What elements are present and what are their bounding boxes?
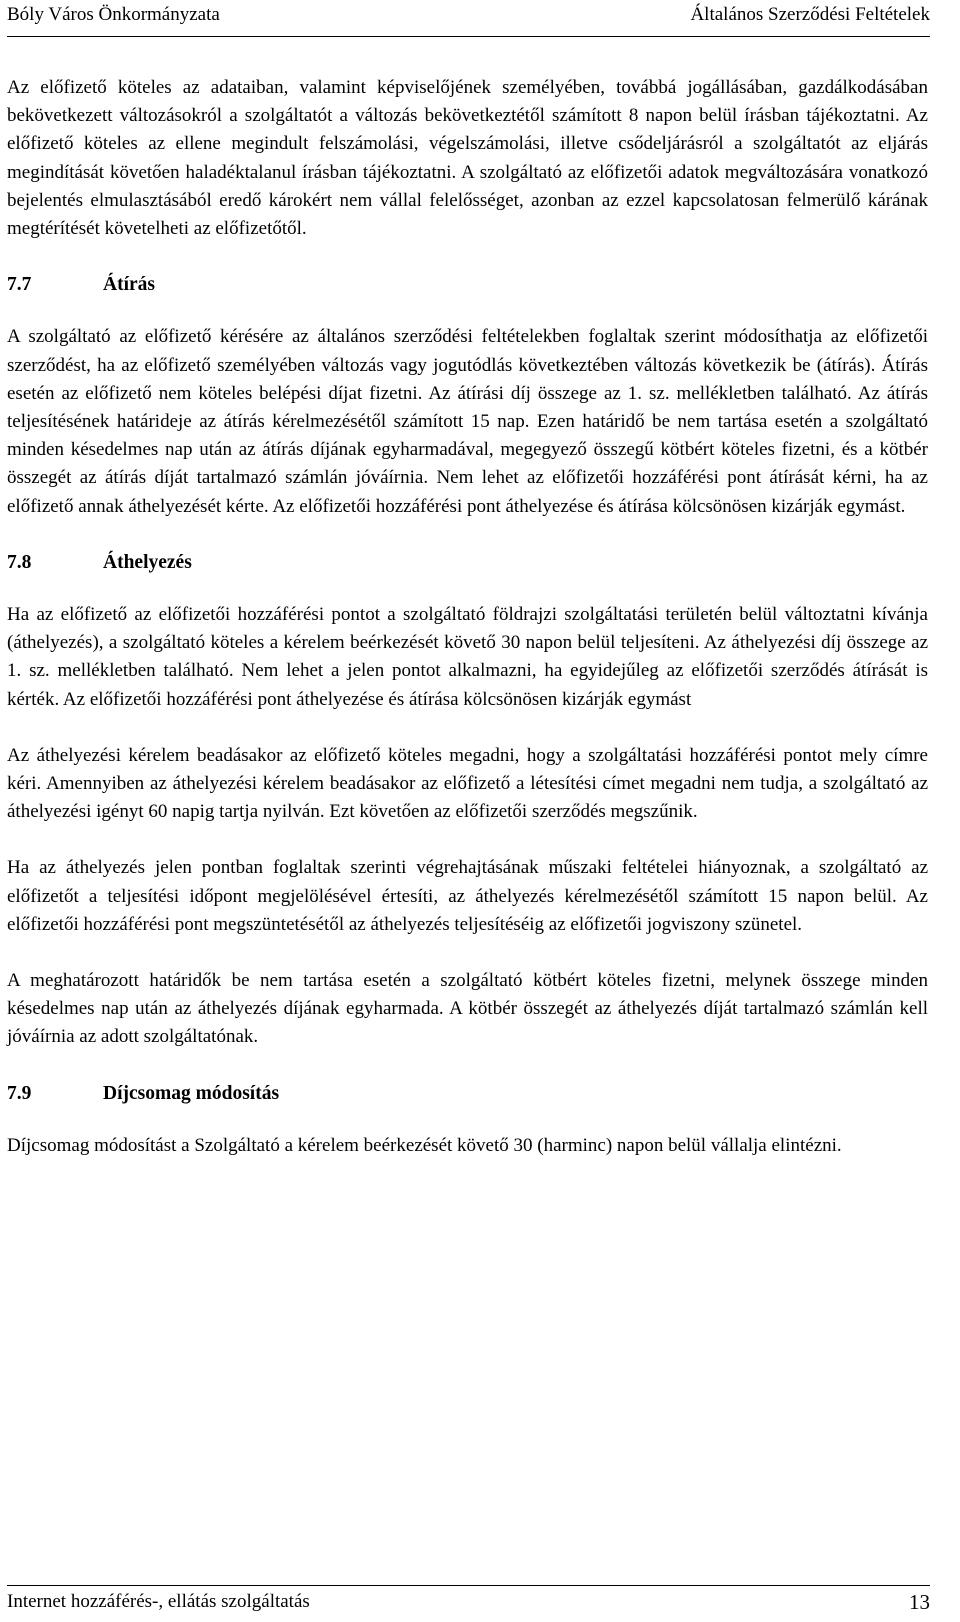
- section-title: Átírás: [103, 274, 155, 296]
- section-heading-7-9: [7, 1080, 928, 1108]
- section-7-7-paragraph: A szolgáltató az előfizető kérésére az általános szerződési feltételekben foglaltak szerint módosíthatja az előfizetői szerződést, ha az előfizető személyében változás vagy jogutódlás következtében változás következik be (átírás). Átírás esetén az előfizető nem köteles belépési díjat fizetni. Az átírási díj összege az 1. sz. mellékletben található. Az átírás teljesítésének határideje az átírás kérelmezésétől számított 15 nap. Ezen határidő be nem tartása esetén a szolgáltató minden késedelmes nap után az átírás díjának egyharmadával, megegyező összegű kötbért köteles fizetni, és a kötbér összegét az átírás díját tartalmazó számlán jóváírnia. Nem lehet az előfizetői hozzáférési pont átírását kérni, ha az előfizető annak áthelyezését kérte. Az előfizetői hozzáférési pont áthelyezése és átírása kölcsönösen kizárják egymást.: [7, 326, 928, 517]
- page-number: 13: [909, 1590, 930, 1614]
- section-7-8-paragraph-2: Az áthelyezési kérelem beadásakor az előfizető köteles megadni, hogy a szolgáltatási hozzáférési pontot mely címre kéri. Amennyiben az áthelyezési kérelem beadásakor az előfizető a létesítési címet megadni nem tudja, a szolgáltató az áthelyezési igényt 60 napig tartja nyilván. Ezt követően az előfizetői szerződés megszűnik.: [7, 744, 928, 823]
- section-number: 7.7: [7, 274, 32, 296]
- intro-paragraph: Az előfizető köteles az adataiban, valamint képviselőjének személyében, továbbá jogállásában, gazdálkodásában bekövetkezett változásokról a szolgáltatót a változás bekövetkeztétől számított 8 napon belül írásban tájékoztatni. Az előfizető köteles az ellene megindult felszámolási, végelszámolási, illetve csődeljárásról a szolgáltatót az eljárás megindítását követően haladéktalanul írásban tájékoztatni. A szolgáltató az előfizetői adatok megváltozására vonatkozó bejelentés elmulasztásából eredő károkért nem vállal felelősséget, azonban az ezzel kapcsolatosan felmerülő kárának megtérítését követelheti az előfizetőtől.: [7, 77, 928, 240]
- section-number: 7.9: [7, 1082, 32, 1104]
- page-header: [7, 2, 930, 32]
- section-title: Áthelyezés: [103, 551, 192, 573]
- section-heading-7-7: [7, 271, 928, 299]
- section-title: Díjcsomag módosítás: [103, 1082, 280, 1104]
- section-7-9-paragraph: Díjcsomag módosítást a Szolgáltató a kérelem beérkezését követő 30 (harminc) napon belül vállalja elintézni.: [7, 1134, 842, 1156]
- section-7-8-paragraph-3: Ha az áthelyezés jelen pontban foglaltak szerinti végrehajtásának műszaki feltételei hiányoznak, a szolgáltató az előfizetőt a teljesítési időpont megjelölésével értesíti, az áthelyezés kérelmezésétől számított 15 napon belül. Az előfizetői hozzáférési pont megszüntetésétől az áthelyezés teljesítéséig az előfizetői jogviszony szünetel.: [7, 857, 928, 935]
- header-organization: Bóly Város Önkormányzata: [7, 4, 220, 25]
- section-7-8-paragraph-1: Ha az előfizető az előfizetői hozzáférési pontot a szolgáltató földrajzi szolgáltatási területén belül változtatni kívánja (áthelyezés), a szolgáltató köteles a kérelem beérkezését követő 30 napon belül teljesíteni. Az áthelyezési díj összege az 1. sz. mellékletben található. Nem lehet a jelen pontot alkalmazni, ha egyidejűleg az előfizetői szerződés átírását is kérték. Az előfizetői hozzáférési pont áthelyezése és átírása kölcsönösen kizárják egymást: [7, 604, 928, 710]
- document-body: [7, 74, 928, 1160]
- section-7-8-paragraph-4: A meghatározott határidők be nem tartása esetén a szolgáltató kötbért köteles fizetni, melynek összege minden késedelmes nap után az áthelyezés díjának egyharmada. A kötbér összegét az áthelyezés díját tartalmazó számlán kell jóváírnia az adott szolgáltatónak.: [7, 970, 928, 1048]
- header-divider: [7, 36, 930, 37]
- header-document-title: Általános Szerződési Feltételek: [690, 4, 930, 25]
- footer-divider: [7, 1585, 930, 1586]
- page-footer: [7, 1589, 930, 1615]
- section-heading-7-8: [7, 549, 928, 577]
- section-number: 7.8: [7, 551, 32, 573]
- footer-document-name: Internet hozzáférés-, ellátás szolgáltatás: [7, 1591, 310, 1612]
